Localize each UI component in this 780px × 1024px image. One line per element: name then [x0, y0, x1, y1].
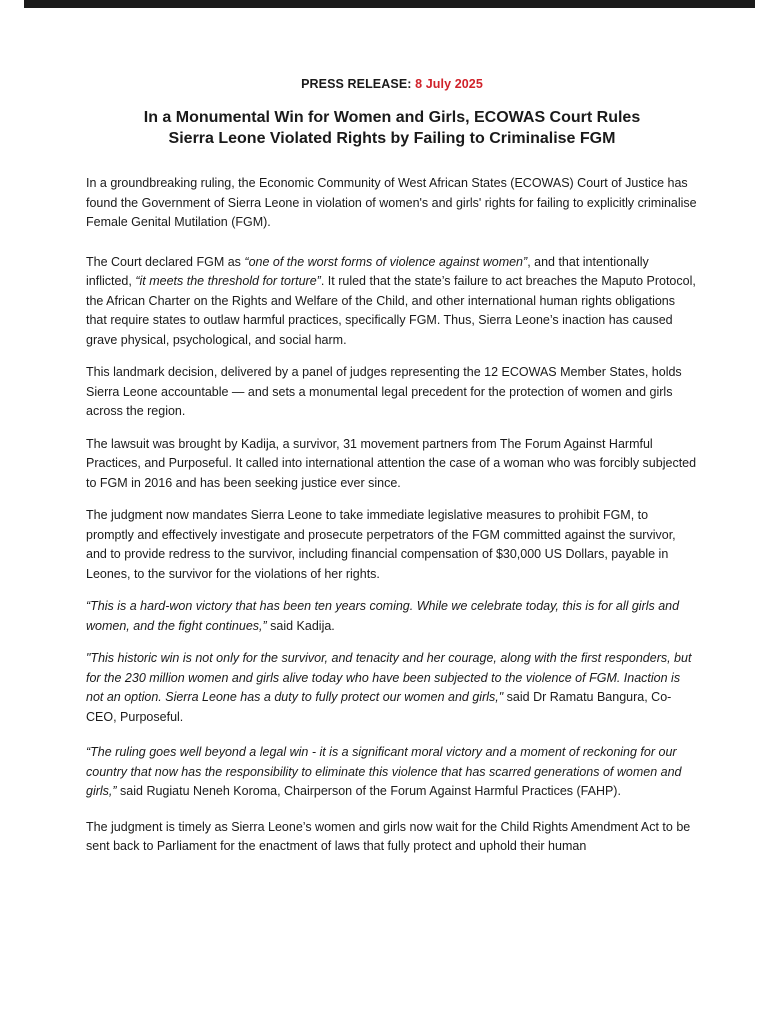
p2-quote-2: “it meets the threshold for torture” [135, 274, 321, 288]
quote-ramatu-attribution: said Dr Ramatu Bangura, Co-CEO, Purposeful. [86, 690, 672, 724]
p2-text-c: . It ruled that the state’s failure to act breaches the Maputo Protocol, the African Charter on the Rights and Welfare of the Child, and other international human rights obligations that require states to outlaw harmful practices, specifically FGM. Thus, Sierra Leone’s inaction has caused grave physical, psychological, and social harm. [86, 274, 696, 347]
press-release-line [86, 77, 698, 91]
paragraph-intro: In a groundbreaking ruling, the Economic Community of West African States (ECOWAS) Court of Justice has found the Government of Sierra Leone in violation of women's and girls' rights for failing to explicitly criminalise Female Genital Mutilation (FGM). [86, 176, 697, 229]
p2-quote-1: “one of the worst forms of violence against women” [244, 254, 528, 269]
paragraph-landmark-decision: This landmark decision, delivered by a panel of judges representing the 12 ECOWAS Member States, holds Sierra Leone accountable — and sets a monumental legal precedent for the protection of women and girls across the region. [86, 365, 682, 418]
quote-rugiatu-text: “The ruling goes well beyond a legal win - it is a significant moral victory and a moment of reckoning for our country that now has the responsibility to eliminate this violence that has scarred generations of women and girls,” [86, 745, 682, 798]
paragraph-child-rights-act: The judgment is timely as Sierra Leone’s women and girls now wait for the Child Rights Amendment Act to be sent back to Parliament for the enactment of laws that fully protect and uphold their human [86, 819, 691, 853]
quote-rugiatu-koroma [86, 743, 698, 802]
quote-ramatu-text: "This historic win is not only for the survivor, and tenacity and her courage, along with the first responders, but for the 230 million women and girls alive today who have been subjected to the violence of FGM. Inaction is not an option. Sierra Leone has a duty to fully protect our women and girls," [86, 651, 692, 704]
top-dark-bar [24, 0, 755, 8]
quote-kadija [86, 597, 698, 636]
quote-ramatu-bangura [86, 649, 698, 727]
quote-kadija-text: “This is a hard-won victory that has been ten years coming. While we celebrate today, this is for all girls and women, and the fight continues,” [86, 599, 680, 633]
headline-line-1: In a Monumental Win for Women and Girls, ECOWAS Court Rules [143, 109, 641, 126]
body-text [86, 174, 698, 857]
quote-rugiatu-attribution: said Rugiatu Neneh Koroma, Chairperson of the Forum Against Harmful Practices (FAHP). [116, 784, 621, 798]
headline-line-2: Sierra Leone Violated Rights by Failing to Criminalise FGM [168, 130, 616, 147]
press-release-label: PRESS RELEASE: [301, 77, 416, 91]
paragraph-judgment-mandate: The judgment now mandates Sierra Leone to take immediate legislative measures to prohibit FGM, to promptly and effectively investigate and prosecute perpetrators of the FGM committed against the survivor, and to provide redress to the survivor, including financial compensation of $30,000 US Dollars, payable in Leones, to the survivor for the violations of her rights. [86, 508, 676, 581]
headline [86, 107, 698, 149]
quote-kadija-attribution: said Kadija. [266, 618, 335, 633]
p2-text-a: The Court declared FGM as [86, 254, 245, 269]
paragraph-lawsuit: The lawsuit was brought by Kadija, a survivor, 31 movement partners from The Forum Against Harmful Practices, and Purposeful. It called into international attention the case of a woman who was forcibly subjected to FGM in 2016 and has been seeking justice ever since. [86, 436, 697, 490]
p2-text-b: , and that intentionally inflicted, [86, 254, 649, 288]
paragraph-court-declaration [86, 253, 698, 351]
press-release-date: 8 July 2025 [415, 77, 483, 91]
press-release-page [86, 71, 698, 870]
